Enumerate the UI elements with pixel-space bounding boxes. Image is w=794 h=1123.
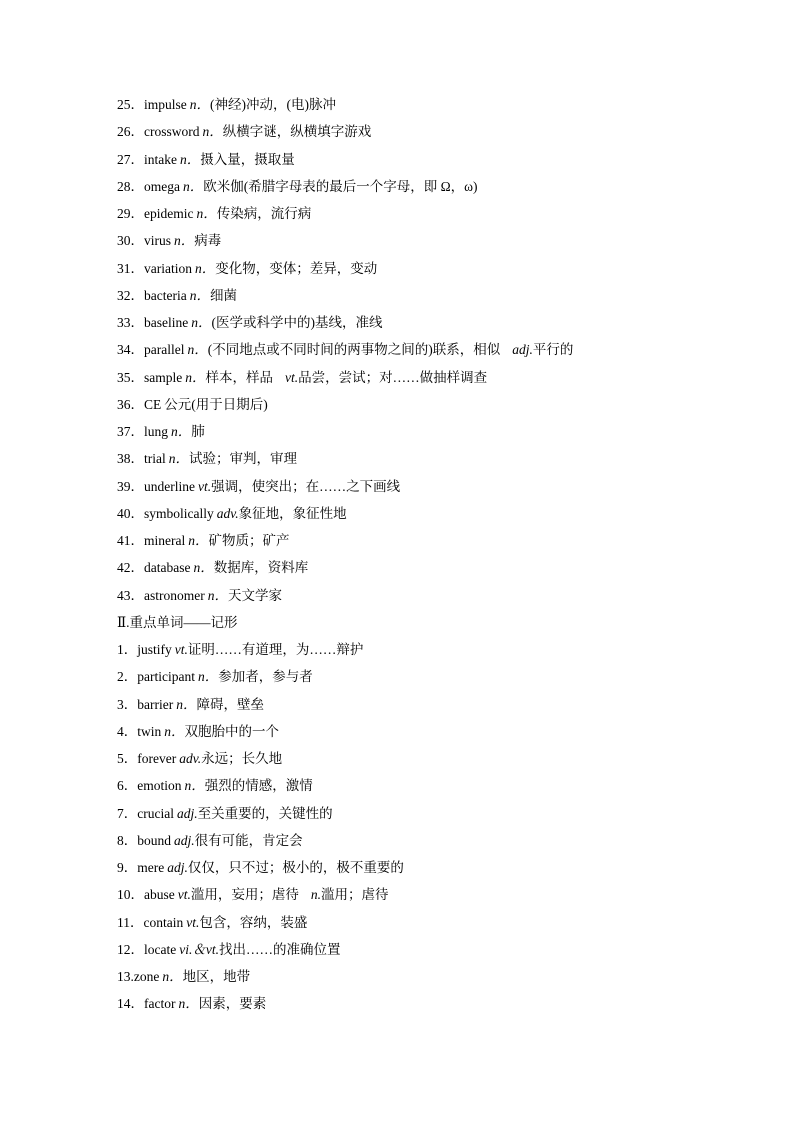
vocab-entry bbox=[117, 282, 737, 309]
entry-word: sample bbox=[144, 369, 183, 385]
entry-part-of-speech: vt. bbox=[174, 642, 188, 657]
entry-number: 38． bbox=[117, 451, 144, 467]
entry-part-of-speech: n． bbox=[184, 778, 205, 794]
entry-part-of-speech: vt. bbox=[197, 478, 212, 494]
entry-part-of-speech: n． bbox=[174, 233, 195, 249]
vocab-entry bbox=[117, 881, 737, 908]
entry-definition: 象征地，象征性地 bbox=[238, 505, 347, 521]
entry-word: bacteria bbox=[144, 287, 187, 303]
vocab-entry bbox=[117, 854, 737, 881]
entry-word: symbolically bbox=[144, 505, 214, 521]
entry-number: 41． bbox=[117, 533, 144, 548]
entry-number: 37． bbox=[117, 424, 144, 439]
entry-word: impulse bbox=[144, 97, 187, 112]
entry-part-of-speech: n． bbox=[178, 996, 199, 1012]
entry-definition-alt: 品尝，尝试；对……做抽样调查 bbox=[298, 369, 488, 385]
entry-number: 9． bbox=[117, 860, 138, 875]
entry-word: mineral bbox=[144, 533, 186, 548]
entry-definition: 欧米伽(希腊字母表的最后一个字母，即 Ω，ω) bbox=[203, 178, 478, 194]
vocab-entry bbox=[117, 473, 737, 500]
vocab-entry bbox=[117, 582, 737, 609]
entry-part-of-speech-alt: n. bbox=[310, 887, 321, 903]
entry-word: crossword bbox=[144, 124, 200, 140]
vocab-entry bbox=[117, 718, 737, 745]
entry-number: 1． bbox=[117, 642, 138, 657]
vocab-entry bbox=[117, 173, 737, 200]
entry-word: abuse bbox=[144, 887, 175, 903]
vocab-entry bbox=[117, 336, 737, 363]
entry-number: 43． bbox=[117, 587, 144, 603]
entry-part-of-speech: vt. bbox=[177, 887, 191, 903]
entry-number: 5． bbox=[117, 751, 138, 766]
entry-number: 36． bbox=[117, 396, 144, 412]
entry-number: 10． bbox=[117, 887, 144, 903]
entry-definition: 找出……的准确位置 bbox=[218, 941, 341, 957]
vocab-entry bbox=[117, 118, 737, 145]
vocab-entry bbox=[117, 772, 737, 799]
entry-part-of-speech-alt: adj. bbox=[512, 342, 533, 358]
entry-number: 32． bbox=[117, 287, 144, 303]
entry-number: 40． bbox=[117, 505, 144, 521]
entry-definition: 纵横字谜，纵横填字游戏 bbox=[222, 124, 372, 140]
entry-definition: 天文学家 bbox=[227, 587, 282, 603]
vocab-entry bbox=[117, 200, 737, 227]
entry-part-of-speech: n． bbox=[193, 560, 214, 576]
entry-word: trial bbox=[144, 451, 166, 467]
entry-definition: 证明……有道理，为……辩护 bbox=[187, 642, 364, 657]
entry-part-of-speech: adv. bbox=[179, 751, 202, 766]
entry-part-of-speech: n． bbox=[164, 723, 185, 739]
entry-definition: 细菌 bbox=[209, 287, 237, 303]
entry-number: 4． bbox=[117, 723, 138, 739]
vocab-entry bbox=[117, 309, 737, 336]
entry-part-of-speech: n． bbox=[171, 424, 192, 439]
entry-part-of-speech: n． bbox=[191, 315, 212, 330]
entry-definition: 很有可能，肯定会 bbox=[194, 832, 303, 848]
entry-part-of-speech: n． bbox=[196, 206, 217, 221]
entry-part-of-speech: n． bbox=[188, 533, 209, 548]
entry-definition: 强调，使突出；在……之下画线 bbox=[211, 478, 401, 494]
vocab-entry bbox=[117, 146, 737, 173]
entry-number: 2． bbox=[117, 669, 138, 685]
entry-definition-alt: 滥用；虐待 bbox=[321, 887, 389, 903]
entry-part-of-speech-alt: vt. bbox=[285, 369, 299, 385]
vocab-entry bbox=[117, 745, 737, 772]
entry-part-of-speech: n． bbox=[189, 97, 210, 112]
entry-definition: 障碍，壁垒 bbox=[196, 696, 264, 712]
entry-number: 7． bbox=[117, 805, 138, 821]
entry-number: 28． bbox=[117, 178, 144, 194]
vocab-entry bbox=[117, 554, 737, 581]
entry-definition: 包含，容纳，装盛 bbox=[199, 914, 308, 930]
entry-definition: 变化物，变体；差异，变动 bbox=[215, 260, 378, 276]
entry-word: twin bbox=[137, 723, 162, 739]
entry-word: forever bbox=[137, 751, 177, 766]
entry-definition: (医学或科学中的)基线，准线 bbox=[211, 315, 383, 330]
entry-number: 11． bbox=[117, 914, 144, 930]
entry-word: barrier bbox=[137, 696, 174, 712]
entry-part-of-speech: n． bbox=[194, 260, 216, 276]
entry-definition: (神经)冲动，(电)脉冲 bbox=[210, 97, 336, 112]
entry-definition: 双胞胎中的一个 bbox=[184, 723, 280, 739]
entry-word: variation bbox=[144, 260, 192, 276]
entry-word: contain bbox=[143, 914, 184, 930]
entry-definition: 传染病，流行病 bbox=[216, 206, 312, 221]
entry-word: factor bbox=[144, 996, 176, 1012]
vocab-entry bbox=[117, 527, 737, 554]
entry-part-of-speech: n． bbox=[185, 369, 206, 385]
entry-word: parallel bbox=[144, 342, 185, 358]
entry-definition: 因素，要素 bbox=[198, 996, 267, 1012]
entry-word: underline bbox=[144, 478, 195, 494]
entry-number: 3． bbox=[117, 696, 138, 712]
entry-definition: 试验；审判，审理 bbox=[189, 451, 297, 467]
entry-part-of-speech: n． bbox=[187, 342, 208, 358]
vocab-entry bbox=[117, 963, 737, 990]
entry-word: bound bbox=[137, 832, 171, 848]
entry-number: 6． bbox=[117, 778, 138, 794]
entry-number: 29． bbox=[117, 206, 144, 221]
entry-word: participant bbox=[137, 669, 195, 685]
entry-word: zone bbox=[133, 969, 160, 984]
entry-definition: 仅仅，只不过；极小的，极不重要的 bbox=[187, 860, 404, 875]
entry-number: 31． bbox=[117, 260, 144, 276]
entry-word: virus bbox=[144, 233, 171, 249]
entry-part-of-speech: vt. bbox=[186, 914, 200, 930]
entry-part-of-speech: adj. bbox=[176, 805, 198, 821]
entry-definition: 摄入量，摄取量 bbox=[200, 151, 295, 167]
entry-word: lung bbox=[144, 424, 169, 439]
vocab-entry bbox=[117, 227, 737, 254]
entry-definition: 公元(用于日期后) bbox=[164, 396, 268, 412]
entry-number: 33． bbox=[117, 315, 144, 330]
entry-word: database bbox=[144, 560, 191, 576]
entry-word: omega bbox=[144, 178, 180, 194]
vocab-entry bbox=[117, 800, 737, 827]
entry-definition: 永远；长久地 bbox=[201, 751, 283, 766]
entry-number: 34． bbox=[117, 342, 144, 358]
entry-definition: 数据库，资料库 bbox=[213, 560, 309, 576]
entry-definition: 滥用，妄用；虐待 bbox=[190, 887, 299, 903]
entry-number: 26． bbox=[117, 124, 144, 140]
entry-word: emotion bbox=[137, 778, 182, 794]
entry-definition: 至关重要的，关键性的 bbox=[197, 805, 333, 821]
vocab-entry bbox=[117, 91, 737, 118]
vocab-entry bbox=[117, 909, 737, 936]
entry-definition: 强烈的情感，激情 bbox=[204, 778, 313, 794]
entry-word: justify bbox=[137, 642, 172, 657]
entry-definition: 地区，地带 bbox=[182, 969, 251, 984]
entry-part-of-speech: adj. bbox=[174, 832, 195, 848]
entry-number: 25． bbox=[117, 97, 144, 112]
entry-part-of-speech: n． bbox=[168, 451, 189, 467]
entry-part-of-speech: n． bbox=[180, 151, 201, 167]
vocab-entry bbox=[117, 636, 737, 663]
vocabulary-list bbox=[117, 91, 737, 1018]
entry-part-of-speech: n． bbox=[207, 587, 228, 603]
vocab-entry bbox=[117, 255, 737, 282]
vocab-entry bbox=[117, 691, 737, 718]
entry-definition: 参加者，参与者 bbox=[218, 669, 313, 685]
entry-number: 8． bbox=[117, 832, 138, 848]
entry-number: 39． bbox=[117, 478, 144, 494]
entry-definition-alt: 平行的 bbox=[532, 342, 574, 358]
entry-number: 12． bbox=[117, 941, 144, 957]
entry-part-of-speech: n． bbox=[189, 287, 210, 303]
entry-word: CE bbox=[144, 396, 162, 412]
entry-part-of-speech: adv. bbox=[216, 505, 239, 521]
entry-part-of-speech: n． bbox=[197, 669, 219, 685]
vocab-entry bbox=[117, 418, 737, 445]
entry-part-of-speech: n． bbox=[162, 969, 183, 984]
entry-definition: 样本，样品 bbox=[205, 369, 273, 385]
entry-part-of-speech: n． bbox=[176, 696, 197, 712]
entry-word: mere bbox=[137, 860, 165, 875]
entry-part-of-speech: n． bbox=[183, 178, 204, 194]
vocab-entry bbox=[117, 391, 737, 418]
vocab-entry bbox=[117, 827, 737, 854]
vocab-entry bbox=[117, 445, 737, 472]
entry-definition: 病毒 bbox=[194, 233, 222, 249]
vocab-entry bbox=[117, 936, 737, 963]
section-heading: Ⅱ.重点单词——记形 bbox=[117, 614, 238, 630]
entry-definition: 矿物质；矿产 bbox=[208, 533, 290, 548]
entry-number: 35． bbox=[117, 369, 144, 385]
entry-number: 27． bbox=[117, 151, 144, 167]
entry-word: crucial bbox=[137, 805, 174, 821]
vocab-entry bbox=[117, 364, 737, 391]
entry-definition: 肺 bbox=[191, 424, 205, 439]
entry-word: locate bbox=[144, 941, 177, 957]
entry-word: baseline bbox=[144, 315, 189, 330]
entry-part-of-speech: adj. bbox=[167, 860, 188, 875]
vocab-entry bbox=[117, 500, 737, 527]
vocab-entry bbox=[117, 663, 737, 690]
entry-word: epidemic bbox=[144, 206, 194, 221]
entry-number: 13. bbox=[117, 969, 134, 984]
entry-word: astronomer bbox=[144, 587, 205, 603]
entry-number: 30． bbox=[117, 233, 144, 249]
entry-number: 42． bbox=[117, 560, 144, 576]
entry-word: intake bbox=[144, 151, 177, 167]
entry-part-of-speech: n． bbox=[202, 124, 223, 140]
entry-number: 14． bbox=[117, 996, 144, 1012]
vocab-entry bbox=[117, 990, 737, 1017]
entry-part-of-speech: vi.＆vt. bbox=[179, 941, 219, 957]
entry-definition: (不同地点或不同时间的两事物之间的)联系，相似 bbox=[207, 342, 501, 358]
